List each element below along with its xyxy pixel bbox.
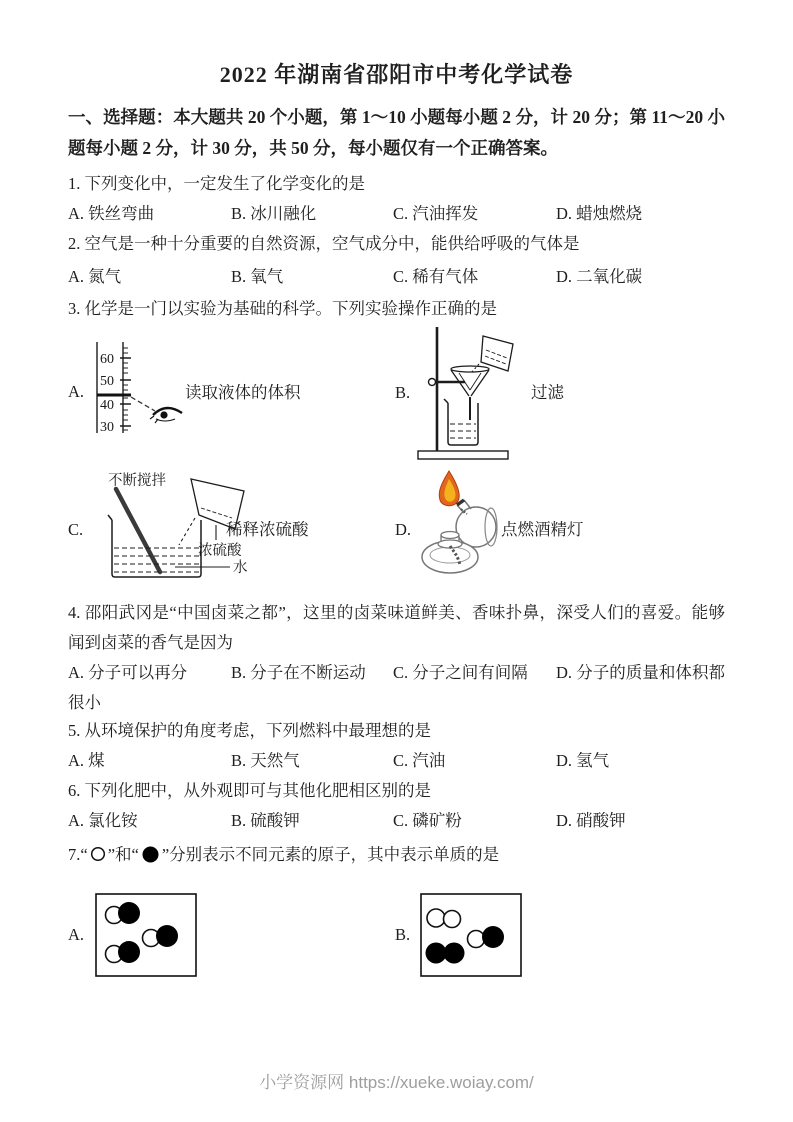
section-header: 一、选择题：本大题共 20 个小题，第 1～10 小题每小题 2 分，计 20 分；第 11～20 小题每小题 2 分，计 30 分，共 50 分，每小题仅有一个正确答案。 xyxy=(68,107,725,158)
stem-text: ”分别表示不同元素的原子，其中表示单质的是 xyxy=(161,845,500,864)
page-title: 2022 年湖南省邵阳市中考化学试卷 xyxy=(219,62,574,87)
molecule-box-a xyxy=(95,893,197,977)
scale-40: 40 xyxy=(100,398,114,413)
option-a: A. 煤 xyxy=(68,751,105,770)
option-c: C. 稀有气体 xyxy=(393,267,479,286)
white-atom-icon xyxy=(468,931,485,948)
black-atom-icon xyxy=(118,941,140,963)
option-b: B. 分子在不断运动 xyxy=(231,663,366,682)
option-b: B. 氧气 xyxy=(231,267,284,286)
option-d-caption: 点燃酒精灯 xyxy=(501,520,584,539)
option-b: B. 硫酸钾 xyxy=(231,811,300,830)
question-4-stem: 4. 邵阳武冈是“中国卤菜之都”，这里的卤菜味道鲜美、香味扑鼻，深受人们的喜爱。能够闻到卤菜的香气是因为 xyxy=(68,603,725,652)
option-b: B. 天然气 xyxy=(231,751,300,770)
acid-stream xyxy=(179,518,195,545)
clamp-knob xyxy=(429,379,436,386)
option-d-label: D. xyxy=(395,520,412,539)
option-a-label: A. xyxy=(68,382,85,401)
stem-text: ”和“ xyxy=(107,845,139,864)
option-c-caption: 稀释浓硫酸 xyxy=(226,520,309,539)
white-atom-icon xyxy=(427,909,445,927)
question-7-stem xyxy=(68,840,725,870)
question-6-stem: 6. 下列化肥中，从外观即可与其他化肥相区别的是 xyxy=(68,781,431,800)
stand-base xyxy=(418,451,508,459)
sight-line xyxy=(131,397,155,411)
flame-icon xyxy=(439,471,459,506)
scale-30: 30 xyxy=(100,420,114,435)
question-2-stem: 2. 空气是一种十分重要的自然资源，空气成分中，能供给呼吸的气体是 xyxy=(68,234,580,253)
question-1-options xyxy=(68,199,725,229)
water-beaker xyxy=(108,515,201,577)
collecting-beaker xyxy=(444,399,478,445)
question-7-diagram-row xyxy=(68,891,725,979)
option-c: C. 汽油挥发 xyxy=(393,204,479,223)
stem-text: 7.“ xyxy=(68,845,88,864)
black-atom-icon xyxy=(426,943,447,964)
stirring-rod xyxy=(116,489,160,572)
option-b-label: B. xyxy=(395,925,411,944)
option-a: A. 铁丝弯曲 xyxy=(68,204,155,223)
scale-60: 60 xyxy=(100,352,114,367)
option-a-label: A. xyxy=(68,925,85,944)
stir-label: 不断搅拌 xyxy=(108,473,166,489)
scale-50: 50 xyxy=(100,374,114,389)
acid-label: 浓硫酸 xyxy=(198,543,242,559)
tilted-lamp xyxy=(456,500,497,547)
question-1-stem: 1. 下列变化中，一定发生了化学变化的是 xyxy=(68,174,365,193)
black-atom-icon xyxy=(482,926,504,948)
black-atom-icon xyxy=(118,902,140,924)
molecule-box-b xyxy=(420,893,522,977)
option-d: D. 二氧化碳 xyxy=(556,267,643,286)
option-a-caption: 读取液体的体积 xyxy=(185,383,301,402)
question-4-options xyxy=(68,658,725,718)
question-3-diagram-row-ab xyxy=(68,322,725,464)
question-3-diagram-row-cd xyxy=(68,465,725,598)
option-c: C. 磷矿粉 xyxy=(393,811,462,830)
black-atom-icon xyxy=(141,845,160,864)
option-b: B. 冰川融化 xyxy=(231,204,317,223)
question-5-options xyxy=(68,746,725,776)
minor-ticks xyxy=(123,348,128,430)
option-c-label: C. xyxy=(68,520,84,539)
black-atom-icon xyxy=(444,943,465,964)
option-d: D. 硝酸钾 xyxy=(556,811,626,830)
option-c: C. 分子之间有间隔 xyxy=(393,663,528,682)
option-b-label: B. xyxy=(395,383,411,402)
white-atom-icon xyxy=(90,846,106,862)
option-a: A. 氯化铵 xyxy=(68,811,138,830)
option-d: D. 分子的质量和体积都很小 xyxy=(68,663,725,712)
black-atom-icon xyxy=(156,925,178,947)
option-c: C. 汽油 xyxy=(393,751,446,770)
option-a: A. 氮气 xyxy=(68,267,122,286)
funnel xyxy=(451,366,489,420)
filtration-diagram xyxy=(413,323,523,463)
option-d: D. 蜡烛燃烧 xyxy=(556,204,643,223)
white-atom-icon xyxy=(444,911,461,928)
option-b-caption: 过滤 xyxy=(531,383,564,402)
watermark-footer: 小学资源网 https://xueke.woiay.com/ xyxy=(259,1073,534,1092)
question-5-stem: 5. 从环境保护的角度考虑，下列燃料中最理想的是 xyxy=(68,721,431,740)
question-4 xyxy=(68,598,725,718)
question-6-options xyxy=(68,806,725,836)
option-d: D. 氢气 xyxy=(556,751,610,770)
question-2-options xyxy=(68,262,725,292)
alcohol-lamp-diagram xyxy=(420,465,505,577)
option-a: A. 分子可以再分 xyxy=(68,663,188,682)
water-label: 水 xyxy=(233,560,248,576)
question-3-stem: 3. 化学是一门以实验为基础的科学。下列实验操作正确的是 xyxy=(68,299,497,318)
